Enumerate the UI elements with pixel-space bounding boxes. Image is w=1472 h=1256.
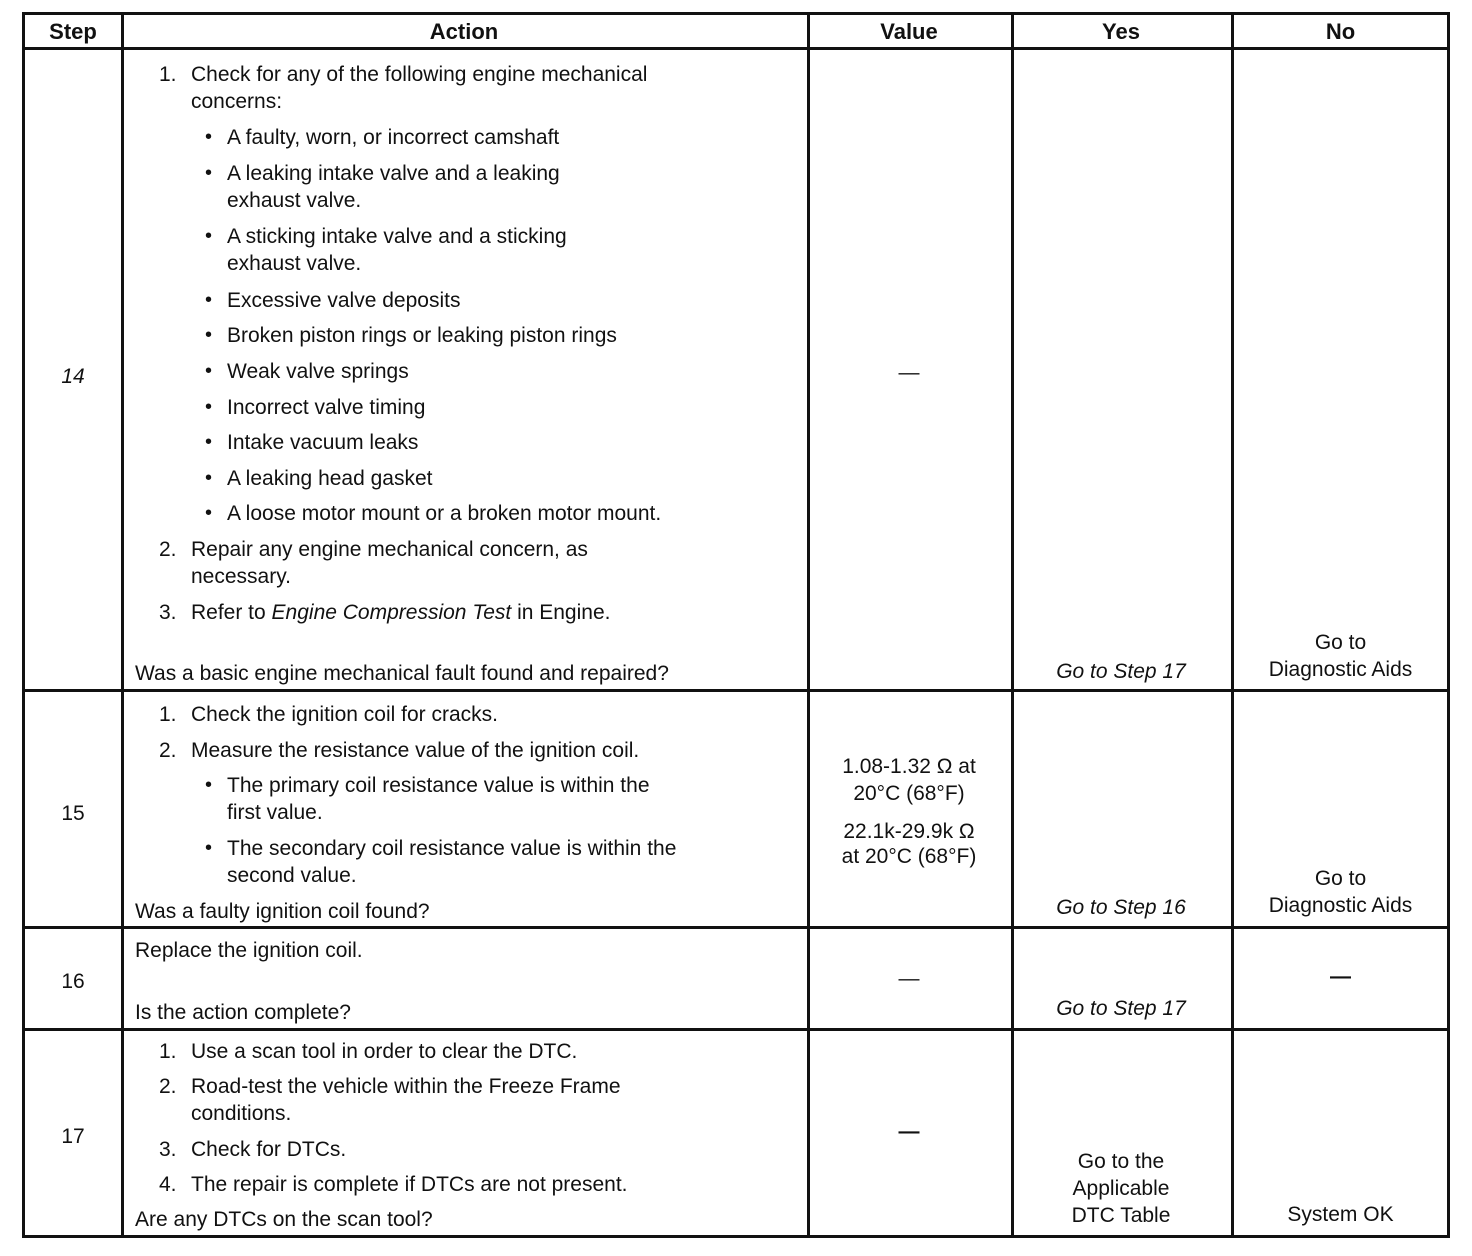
no-cell-line: Go to bbox=[1314, 631, 1367, 654]
header-value: Value bbox=[880, 19, 938, 44]
bullet-text: Weak valve springs bbox=[227, 360, 409, 383]
item-text-pre: Refer to bbox=[191, 601, 272, 624]
diagnostic-table bbox=[22, 12, 1450, 1238]
bullet-text: exhaust valve. bbox=[227, 252, 362, 275]
no-dash: — bbox=[1330, 965, 1351, 988]
bullet-text: Intake vacuum leaks bbox=[227, 431, 419, 454]
bullet-text: Broken piston rings or leaking piston rings bbox=[227, 324, 617, 347]
step-number: 14 bbox=[61, 365, 85, 388]
header-step: Step bbox=[49, 19, 97, 44]
question-text: Is the action complete? bbox=[135, 1001, 351, 1024]
value-dash: — bbox=[898, 361, 920, 384]
yes-cell: Go to Step 17 bbox=[1056, 660, 1186, 683]
bullet-text: The secondary coil resistance value is within the bbox=[227, 837, 677, 860]
yes-cell-line: Go to the bbox=[1077, 1150, 1165, 1173]
row-divider bbox=[25, 926, 1447, 929]
column-divider bbox=[807, 15, 810, 1235]
bullet-icon: • bbox=[205, 126, 213, 148]
yes-cell-line: Applicable bbox=[1072, 1177, 1170, 1200]
value-dash: — bbox=[898, 967, 920, 990]
value-dash: — bbox=[898, 1120, 920, 1143]
column-divider bbox=[121, 15, 124, 1235]
item-number: 2. bbox=[159, 538, 177, 561]
question-text: Was a faulty ignition coil found? bbox=[135, 900, 430, 923]
bullet-text: Excessive valve deposits bbox=[227, 289, 461, 312]
no-cell-line: Diagnostic Aids bbox=[1268, 658, 1413, 681]
item-number: 2. bbox=[159, 1075, 177, 1098]
bullet-text: Incorrect valve timing bbox=[227, 396, 426, 419]
bullet-icon: • bbox=[205, 774, 213, 796]
item-text: Measure the resistance value of the ignition coil. bbox=[191, 739, 640, 762]
no-cell: System OK bbox=[1287, 1203, 1394, 1226]
yes-cell-line: DTC Table bbox=[1071, 1204, 1171, 1227]
item-number: 1. bbox=[159, 703, 177, 726]
bullet-text: exhaust valve. bbox=[227, 189, 362, 212]
item-text: concerns: bbox=[191, 90, 283, 113]
item-text: Check for any of the following engine mechanical bbox=[191, 63, 648, 86]
value-line: 20°C (68°F) bbox=[853, 782, 965, 805]
no-cell-line: Diagnostic Aids bbox=[1268, 894, 1413, 917]
step-number: 15 bbox=[61, 802, 85, 825]
item-text: Repair any engine mechanical concern, as bbox=[191, 538, 588, 561]
bullet-icon: • bbox=[205, 360, 213, 382]
item-text bbox=[191, 599, 610, 626]
item-text: Check for DTCs. bbox=[191, 1138, 347, 1161]
bullet-text: A faulty, worn, or incorrect camshaft bbox=[227, 126, 560, 149]
bullet-icon: • bbox=[205, 324, 213, 346]
column-divider bbox=[1231, 15, 1234, 1235]
header-no: No bbox=[1325, 19, 1356, 44]
bullet-icon: • bbox=[205, 396, 213, 418]
item-number: 4. bbox=[159, 1173, 177, 1196]
item-text: Use a scan tool in order to clear the DTC. bbox=[191, 1040, 578, 1063]
value-line: 22.1k-29.9k Ω bbox=[843, 820, 975, 843]
item-number: 3. bbox=[159, 601, 177, 624]
bullet-text: second value. bbox=[227, 864, 357, 887]
question-text: Are any DTCs on the scan tool? bbox=[135, 1208, 433, 1231]
step-number: 17 bbox=[61, 1125, 85, 1148]
bullet-text: A sticking intake valve and a sticking bbox=[227, 225, 567, 248]
row-divider bbox=[25, 1028, 1447, 1031]
bullet-text: A loose motor mount or a broken motor mount. bbox=[227, 502, 662, 525]
item-number: 2. bbox=[159, 739, 177, 762]
item-text: necessary. bbox=[191, 565, 291, 588]
value-line: at 20°C (68°F) bbox=[841, 845, 977, 868]
bullet-icon: • bbox=[205, 162, 213, 184]
bullet-text: A leaking head gasket bbox=[227, 467, 433, 490]
bullet-icon: • bbox=[205, 502, 213, 524]
step-number: 16 bbox=[61, 970, 85, 993]
bullet-text: The primary coil resistance value is within the bbox=[227, 774, 650, 797]
no-cell-line: Go to bbox=[1314, 867, 1367, 890]
item-text: conditions. bbox=[191, 1102, 292, 1125]
action-text: Replace the ignition coil. bbox=[135, 939, 363, 962]
bullet-icon: • bbox=[205, 289, 213, 311]
bullet-icon: • bbox=[205, 225, 213, 247]
question-text: Was a basic engine mechanical fault found and repaired? bbox=[135, 662, 669, 685]
bullet-text: A leaking intake valve and a leaking bbox=[227, 162, 560, 185]
row-divider bbox=[25, 689, 1447, 692]
header-action: Action bbox=[429, 19, 499, 44]
item-text: The repair is complete if DTCs are not present. bbox=[191, 1173, 628, 1196]
value-line: 1.08-1.32 Ω at bbox=[842, 755, 976, 778]
item-text-post: in Engine. bbox=[511, 601, 611, 624]
bullet-icon: • bbox=[205, 837, 213, 859]
item-number: 1. bbox=[159, 1040, 177, 1063]
item-number: 3. bbox=[159, 1138, 177, 1161]
item-number: 1. bbox=[159, 63, 177, 86]
bullet-icon: • bbox=[205, 431, 213, 453]
item-text-emphasis: Engine Compression Test bbox=[271, 601, 512, 624]
yes-cell: Go to Step 16 bbox=[1056, 896, 1186, 919]
yes-cell: Go to Step 17 bbox=[1056, 997, 1186, 1020]
item-text: Road-test the vehicle within the Freeze Frame bbox=[191, 1075, 621, 1098]
column-divider bbox=[1011, 15, 1014, 1235]
header-yes: Yes bbox=[1102, 19, 1140, 44]
bullet-icon: • bbox=[205, 467, 213, 489]
bullet-text: first value. bbox=[227, 801, 323, 824]
item-text: Check the ignition coil for cracks. bbox=[191, 703, 498, 726]
